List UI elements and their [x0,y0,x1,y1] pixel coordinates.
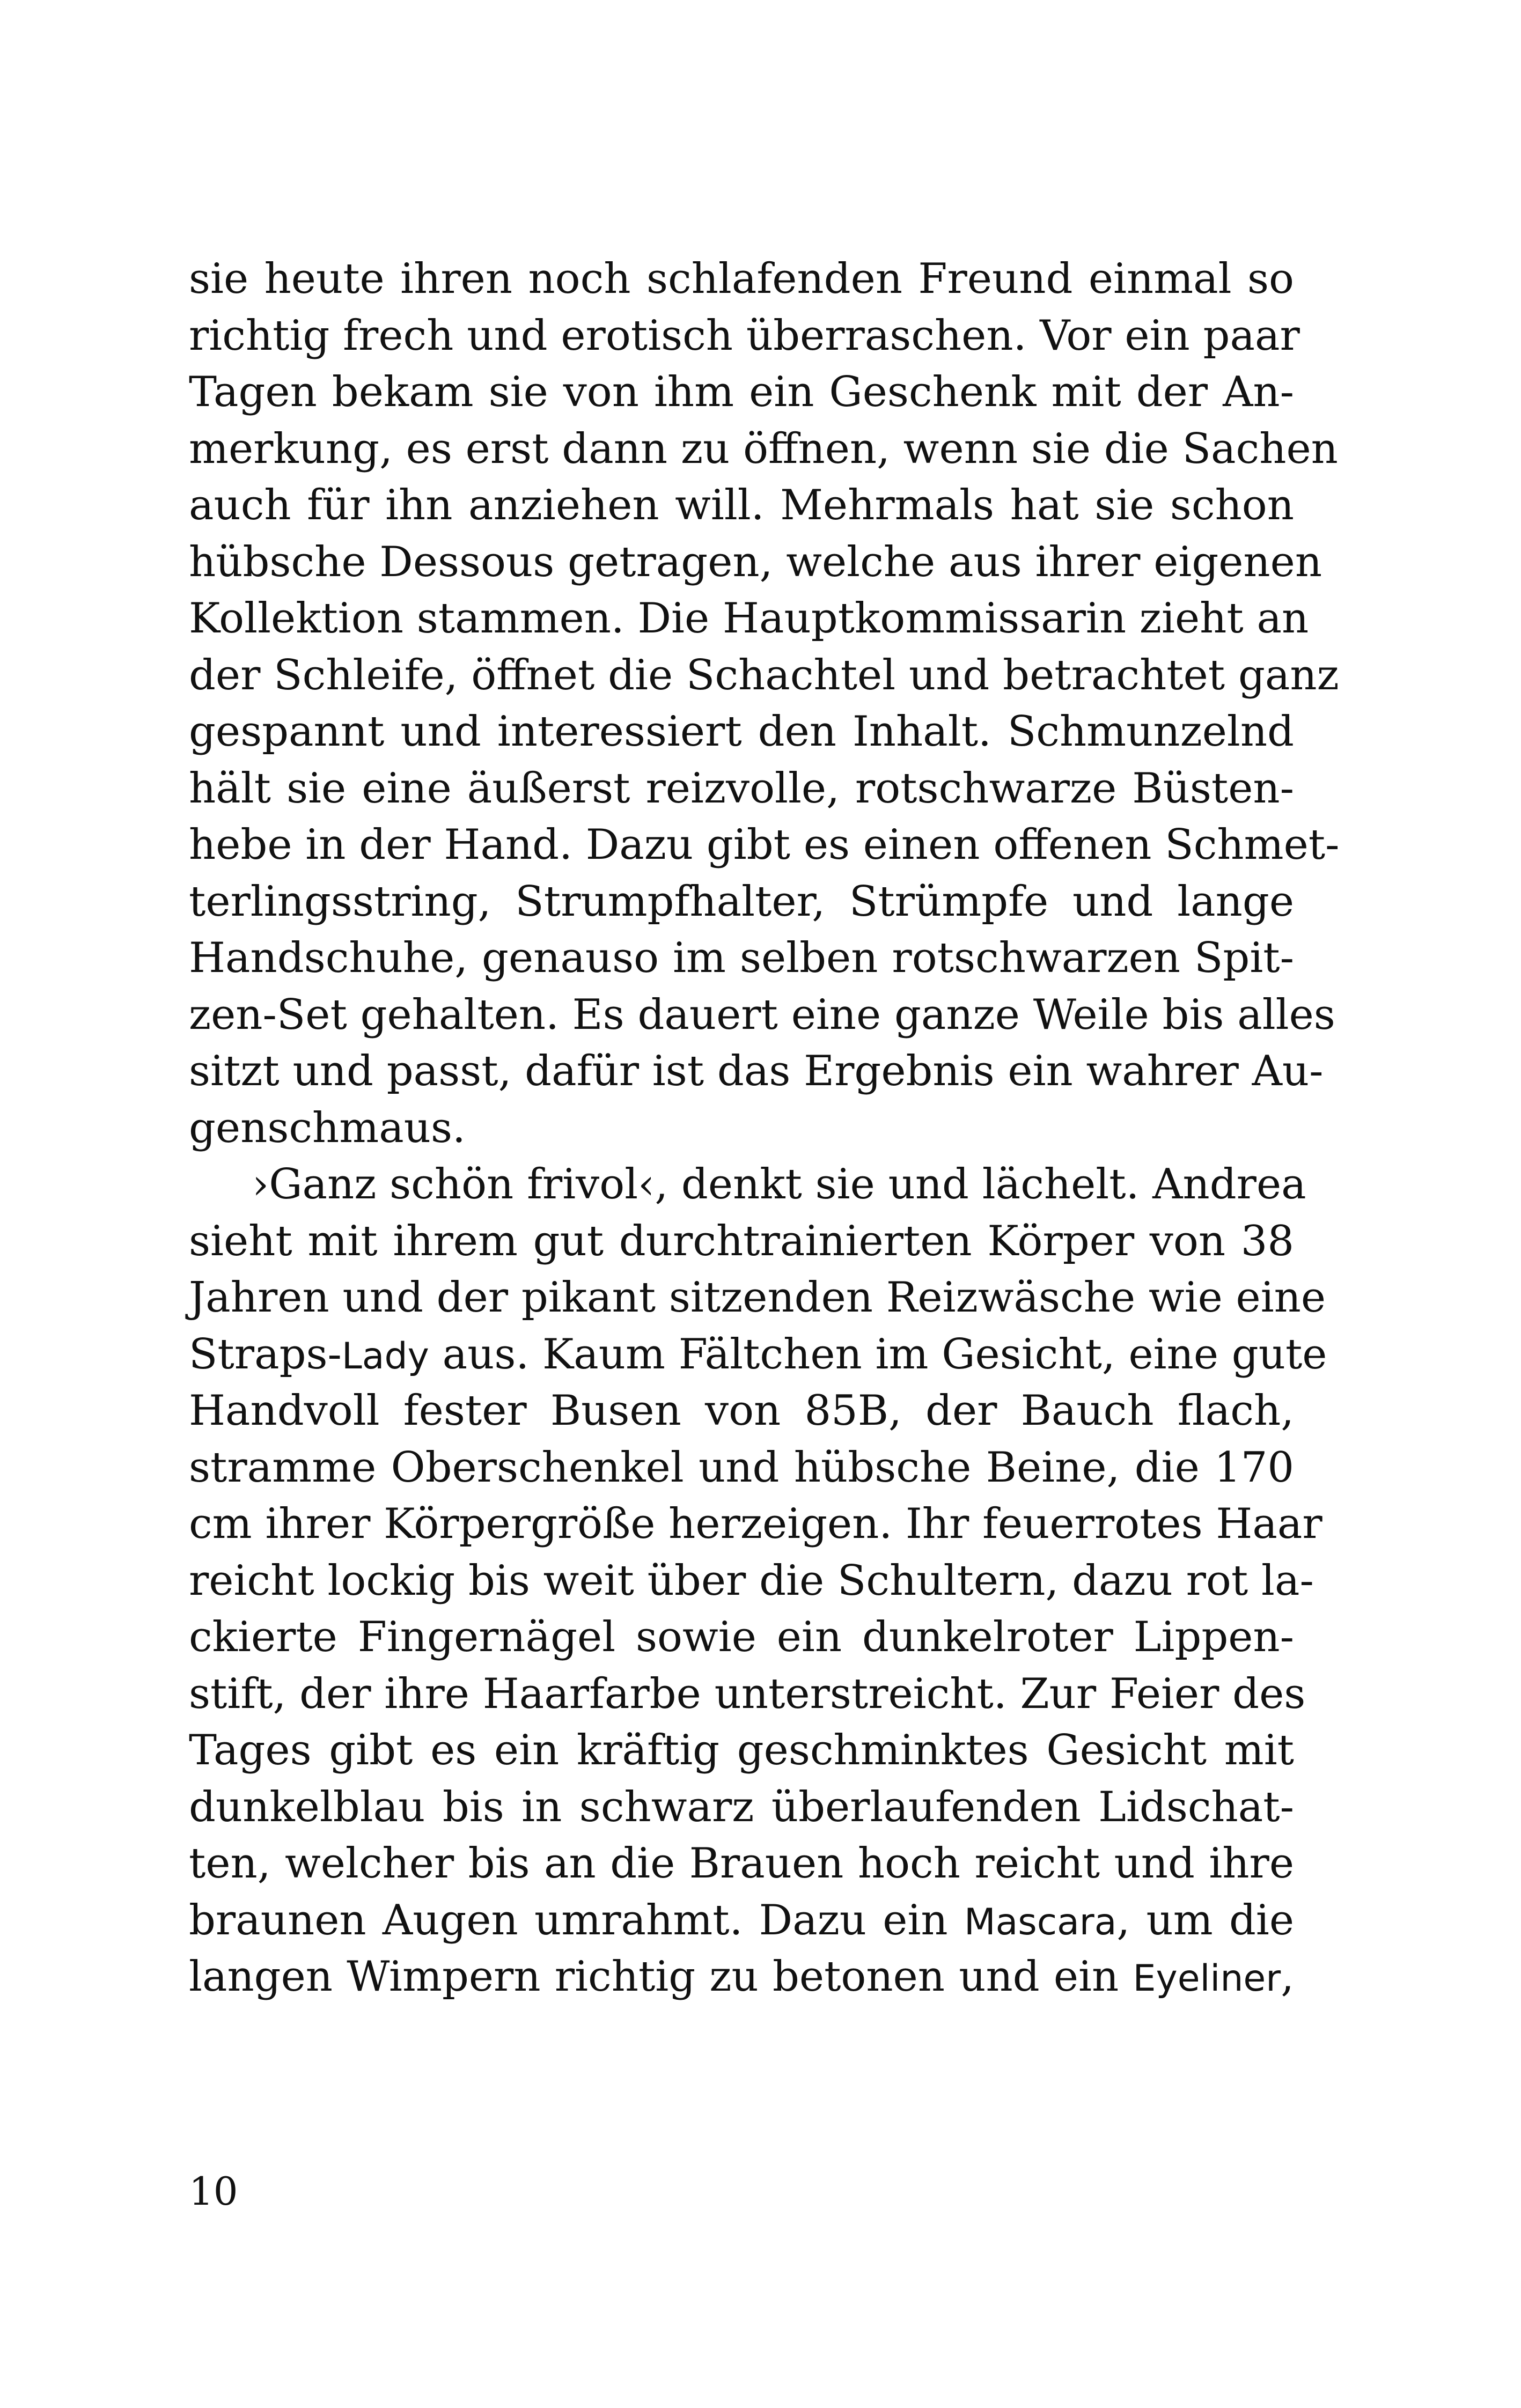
text-line: hübsche Dessous getragen, welche aus ihrer eigenen [189,537,1322,586]
text-line: richtig frech und erotisch überraschen. Vor ein paar [189,311,1300,360]
text-line: terlingsstring, Strumpfhalter, Strümpfe und lange [189,877,1294,926]
text-run-sans: Mascara [964,1901,1117,1943]
text-line: hält sie eine äußerst reizvolle, rotschwarze Büsten- [189,764,1294,813]
text-line: Tages gibt es ein kräftig geschminktes Gesicht mit [189,1726,1294,1774]
text-line: der Schleife, öffnet die Schachtel und betrachtet ganz [189,651,1339,699]
text-line-mixed-font [189,1949,1294,2006]
text-line: Handschuhe, genauso im selben rotschwarzen Spit- [189,934,1294,982]
text-line: genschmaus. [189,1103,466,1152]
text-line: stramme Oberschenkel und hübsche Beine, die 170 [189,1443,1294,1492]
text-line: cm ihrer Körpergröße herzeigen. Ihr feuerrotes Haar [189,1500,1322,1548]
text-line: gespannt und interessiert den Inhalt. Schmunzelnd [189,708,1294,756]
text-line: auch für ihn anziehen will. Mehrmals hat sie schon [189,481,1294,529]
text-line: Jahren und der pikant sitzenden Reizwäsche wie eine [189,1273,1326,1322]
text-run: aus. Kaum Fältchen im Gesicht, eine gute [429,1330,1327,1379]
text-run: , um die [1116,1896,1295,1945]
text-line: stift, der ihre Haarfarbe unterstreicht. Zur Feier des [189,1669,1306,1718]
text-line: sieht mit ihrem gut durchtrainierten Körper von 38 [189,1217,1294,1265]
text-line-mixed-font [189,1327,1327,1383]
text-run: Straps- [189,1330,342,1379]
text-run-sans: Lady [341,1335,429,1378]
text-line: Kollektion stammen. Die Hauptkommissarin zieht an [189,594,1309,643]
text-line: merkung, es erst dann zu öffnen, wenn sie die Sachen [189,424,1338,473]
text-line: Handvoll fester Busen von 85B, der Bauch flach, [189,1387,1294,1435]
paragraph-start-line: ›Ganz schön frivol‹, denkt sie und lächelt. Andrea [252,1160,1306,1209]
text-line: hebe in der Hand. Dazu gibt es einen offenen Schmet- [189,821,1340,869]
text-line: reicht lockig bis weit über die Schultern, dazu rot la- [189,1556,1314,1605]
body-text [189,251,1340,2006]
text-line-mixed-font [189,1892,1294,1949]
text-run-sans: Eyeliner [1133,1957,1281,2000]
text-line: Tagen bekam sie von ihm ein Geschenk mit der An- [189,368,1294,416]
text-run: langen Wimpern richtig zu betonen und ein [189,1953,1133,2001]
text-line: dunkelblau bis in schwarz überlaufenden Lidschat- [189,1783,1294,1831]
text-line: ckierte Fingernägel sowie ein dunkelroter Lippen- [189,1613,1294,1661]
text-line: sie heute ihren noch schlafenden Freund einmal so [189,255,1294,303]
text-line: sitzt und passt, dafür ist das Ergebnis ein wahrer Au- [189,1047,1324,1095]
text-run: , [1281,1953,1294,2001]
text-line: ten, welcher bis an die Brauen hoch reicht und ihre [189,1839,1294,1888]
page-number: 10 [189,2169,238,2214]
text-run: braunen Augen umrahmt. Dazu ein [189,1896,964,1945]
text-line: zen-Set gehalten. Es dauert eine ganze Weile bis alles [189,990,1335,1039]
